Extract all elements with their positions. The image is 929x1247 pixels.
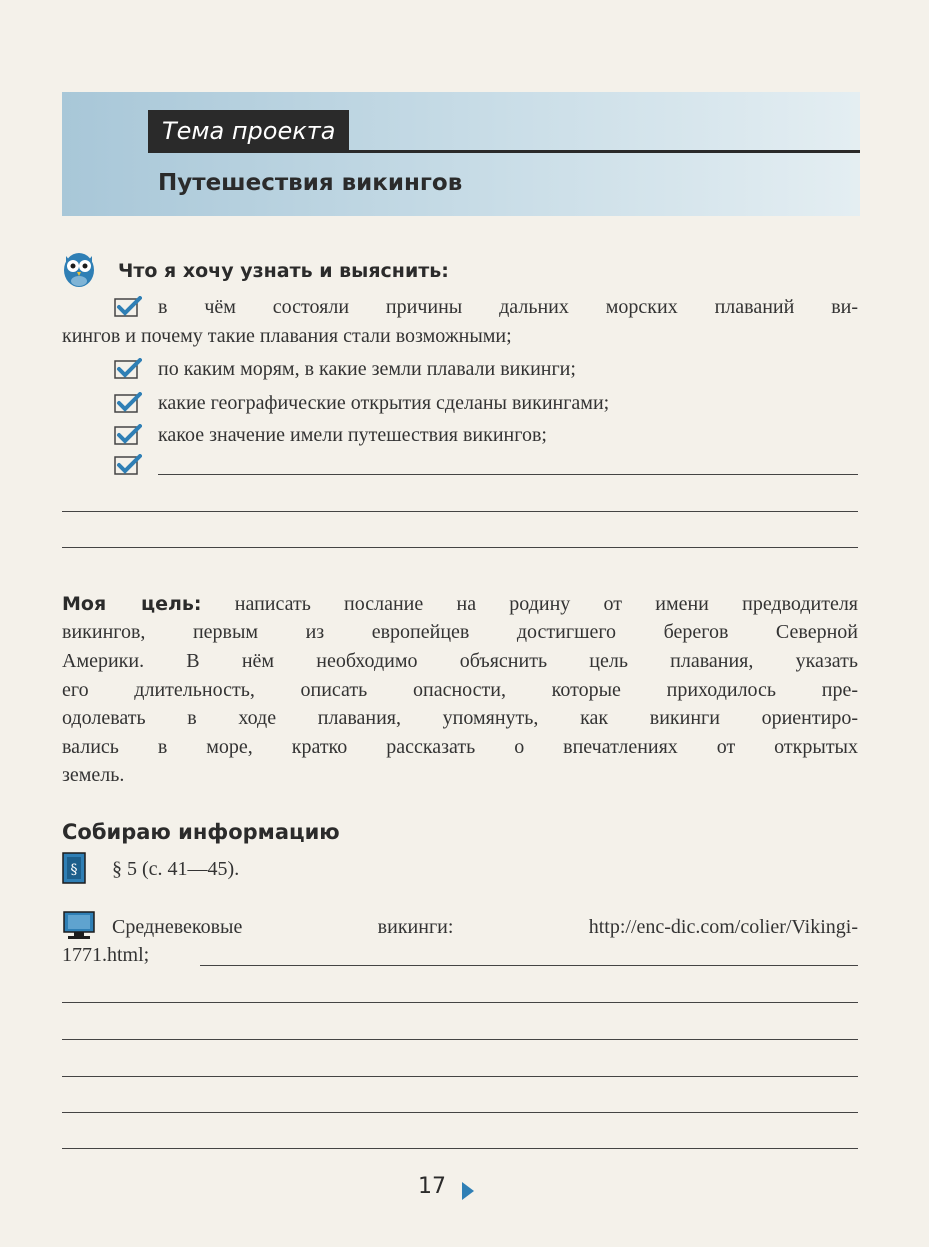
- checkbox-icon: [114, 358, 142, 380]
- writing-line[interactable]: [62, 1076, 858, 1077]
- learn-item-4: какое значение имели путешествия викингов;: [158, 424, 547, 446]
- textbook-icon: [62, 852, 86, 884]
- learn-item-1: в чём состояли причины дальних морских плаваний ви-: [158, 296, 858, 318]
- web-source-line-1: Средневековые викинги: http://enc-dic.com/colier/Vikingi-: [112, 916, 858, 938]
- checkbox-icon: [114, 296, 142, 318]
- owl-icon: [62, 248, 96, 288]
- checkbox-icon: [114, 454, 142, 476]
- theme-label: Тема проекта: [148, 110, 349, 152]
- learn-item-1-cont: кингов и почему такие плавания стали возможными;: [62, 325, 512, 347]
- goal-line-7: земель.: [62, 764, 125, 786]
- svg-text:§: §: [70, 862, 78, 878]
- goal-line-6: вались в море, кратко рассказать о впечатлениях от открытых: [62, 736, 858, 758]
- writing-line[interactable]: [62, 1112, 858, 1113]
- learn-heading: Что я хочу узнать и выяснить:: [118, 260, 449, 282]
- learn-item-3: какие географические открытия сделаны викингами;: [158, 392, 610, 414]
- goal-label: Моя цель:: [62, 593, 202, 615]
- checkbox-icon: [114, 424, 142, 446]
- writing-line[interactable]: [62, 547, 858, 548]
- textbook-reference: § 5 (с. 41—45).: [112, 858, 240, 880]
- page-number: 17: [418, 1174, 446, 1199]
- goal-text: написать послание на родину от имени предводителя: [234, 593, 859, 615]
- writing-line[interactable]: [62, 1039, 858, 1040]
- writing-line[interactable]: [200, 965, 858, 966]
- learn-item-2: по каким морям, в какие земли плавали викинги;: [158, 358, 576, 380]
- project-title: Путешествия викингов: [158, 170, 463, 196]
- goal-line-4: его длительность, описать опасности, которые приходилось пре-: [62, 679, 858, 701]
- checkbox-icon: [114, 392, 142, 414]
- goal-line-3: Америки. В нём необходимо объяснить цель плавания, указать: [62, 650, 858, 672]
- page-arrow-icon: [460, 1180, 476, 1202]
- writing-line[interactable]: [62, 1002, 858, 1003]
- web-source-line-2: 1771.html;: [62, 944, 150, 966]
- writing-line[interactable]: [62, 511, 858, 512]
- writing-line[interactable]: [62, 1148, 858, 1149]
- goal-line-5: одолевать в ходе плавания, упомянуть, как викинги ориентиро-: [62, 707, 858, 729]
- goal-line-1: [62, 590, 858, 618]
- computer-icon: [62, 910, 96, 940]
- theme-rule: [148, 150, 860, 153]
- info-heading: Собираю информацию: [62, 820, 340, 844]
- writing-line[interactable]: [158, 474, 858, 475]
- goal-line-2: викингов, первым из европейцев достигшего берегов Северной: [62, 621, 858, 643]
